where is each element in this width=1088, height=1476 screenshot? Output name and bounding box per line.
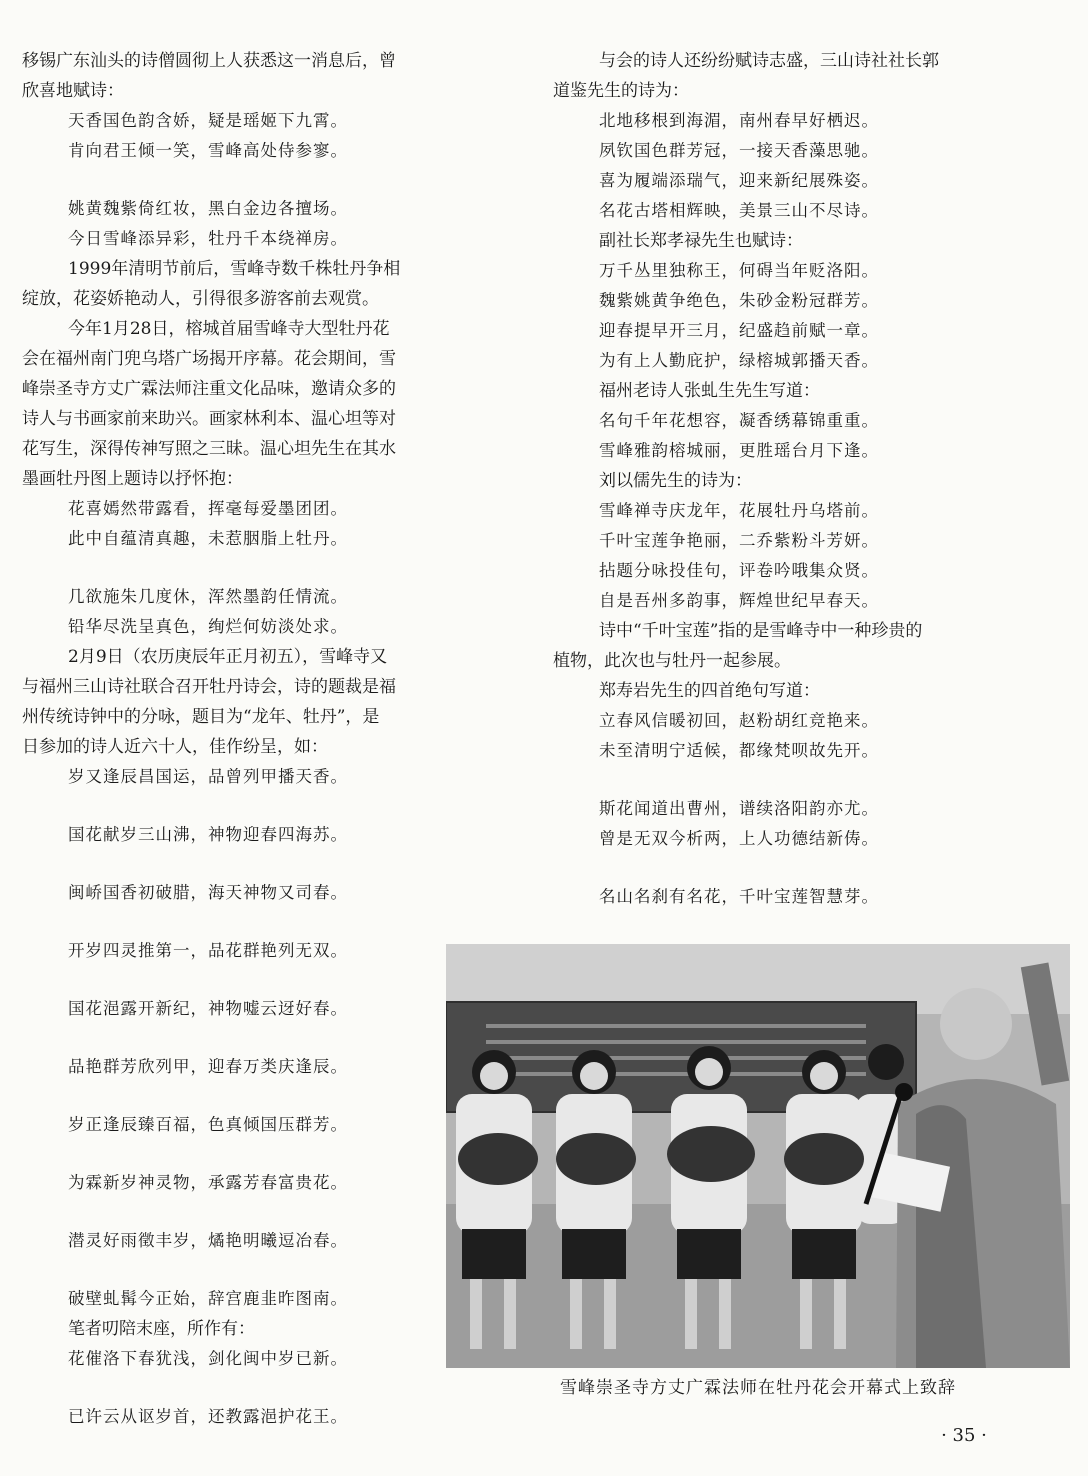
stanza-gap (22, 850, 522, 878)
poem-line: 立春风信暖初回，赵粉胡红竞艳来。 (599, 711, 879, 730)
poem-line: 名花古塔相辉映，美景三山不尽诗。 (599, 201, 879, 220)
paragraph-line: 墨画牡丹图上题诗以抒怀抱： (22, 469, 243, 489)
stanza-gap (22, 792, 522, 820)
stanza-gap (22, 166, 522, 194)
paragraph-line: 与福州三山诗社联合召开牡丹诗会，诗的题裁是福 (22, 677, 396, 697)
poem-line: 雪峰禅寺庆龙年，花展牡丹乌塔前。 (599, 501, 879, 520)
poem-line: 闽峤国香初破腊，海天神物又司春。 (68, 883, 348, 902)
page-number: · 35 · (941, 1425, 987, 1446)
stanza-gap (553, 766, 1053, 794)
poem-line: 岁正逢辰臻百福，色真倾国压群芳。 (68, 1115, 348, 1134)
poem-line: 未至清明宁适候，都缘梵呗故先开。 (599, 741, 879, 760)
poem-line: 北地移根到海湄，南州春早好栖迟。 (599, 111, 879, 130)
poem-line: 为有上人勤庇护，绿榕城郭播天香。 (599, 351, 879, 370)
stanza-gap (22, 554, 522, 582)
poem-line: 天香国色韵含娇，疑是瑶姬下九霄。 (68, 111, 348, 130)
intro-line: 副社长郑孝禄先生也赋诗： (599, 231, 803, 251)
poem-line: 名山名刹有名花，千叶宝莲智慧芽。 (599, 887, 879, 906)
poem-line: 品艳群芳欣列甲，迎春万类庆逢辰。 (68, 1057, 348, 1076)
paragraph-line: 1999年清明节前后，雪峰寺数千株牡丹争相 (68, 259, 401, 279)
poem-line: 国花浥露开新纪，神物嘘云迓好春。 (68, 999, 348, 1018)
paragraph-line: 道鉴先生的诗为： (553, 81, 689, 101)
poem-line: 今日雪峰添异彩，牡丹千本绕禅房。 (68, 229, 348, 248)
stanza-gap (22, 908, 522, 936)
right-column (553, 46, 1053, 912)
poem-line: 为霖新岁神灵物，承露芳春富贵花。 (68, 1173, 348, 1192)
poem-line: 国花献岁三山沸，神物迎春四海苏。 (68, 825, 348, 844)
paragraph-line: 花写生，深得传神写照之三昧。温心坦先生在其水 (22, 439, 396, 459)
poem-line: 此中自蕴清真趣，未惹胭脂上牡丹。 (68, 529, 348, 548)
ceremony-photo (446, 944, 1070, 1368)
paragraph-line: 绽放，花姿娇艳动人，引得很多游客前去观赏。 (22, 289, 379, 309)
intro-line: 福州老诗人张虬生先生写道： (599, 381, 820, 401)
poem-line: 雪峰雅韵榕城丽，更胜瑶台月下逢。 (599, 441, 879, 460)
paragraph-line: 会在福州南门兜乌塔广场揭开序幕。花会期间，雪 (22, 349, 396, 369)
poem-line: 名句千年花想容，凝香绣幕锦重重。 (599, 411, 879, 430)
poem-line: 破壁虬髯今正始，辞宫鹿韭昨图南。 (68, 1289, 348, 1308)
paragraph-line: 峰崇圣寺方丈广霖法师注重文化品味，邀请众多的 (22, 379, 396, 399)
poem-line: 铅华尽洗呈真色，绚烂何妨淡处求。 (68, 617, 348, 636)
poem-line: 自是吾州多韵事，辉煌世纪早春天。 (599, 591, 879, 610)
intro-line: 笔者叨陪末座，所作有： (68, 1319, 255, 1339)
photo-caption: 雪峰崇圣寺方丈广霖法师在牡丹花会开幕式上致辞 (560, 1378, 956, 1398)
poem-line: 曾是无双今析两，上人功德结新俦。 (599, 829, 879, 848)
poem-line: 花喜嫣然带露看，挥毫每爱墨团团。 (68, 499, 348, 518)
poem-line: 魏紫姚黄争绝色，朱砂金粉冠群芳。 (599, 291, 879, 310)
poem-line: 几欲施朱几度休，浑然墨韵任情流。 (68, 587, 348, 606)
poem-line: 千叶宝莲争艳丽，二乔紫粉斗芳妍。 (599, 531, 879, 550)
poem-line: 斯花闻道出曹州，谱续洛阳韵亦尤。 (599, 799, 879, 818)
ceremony-photo-illustration (446, 944, 1070, 1368)
paragraph-line: 今年1月28日，榕城首届雪峰寺大型牡丹花 (68, 319, 390, 339)
intro-line: 郑寿岩先生的四首绝句写道： (599, 681, 820, 701)
paragraph-line: 移锡广东汕头的诗僧圆彻上人获悉这一消息后，曾 (22, 51, 396, 71)
poem-line: 花催洛下春犹浅，剑化闽中岁已新。 (68, 1349, 348, 1368)
poem-line: 已许云从讴岁首，还教露浥护花王。 (68, 1407, 348, 1426)
poem-line: 万千丛里独称王，何碍当年贬洛阳。 (599, 261, 879, 280)
poem-line: 开岁四灵推第一，品花群艳列无双。 (68, 941, 348, 960)
poem-line: 拈题分咏投佳句，评卷吟哦集众贤。 (599, 561, 879, 580)
stanza-gap (553, 854, 1053, 882)
paragraph-line: 日参加的诗人近六十人，佳作纷呈，如： (22, 737, 328, 757)
paragraph-line: 州传统诗钟中的分咏，题目为“龙年、牡丹”，是 (22, 707, 380, 727)
paragraph-line: 植物，此次也与牡丹一起参展。 (553, 651, 791, 671)
poem-line: 夙钦国色群芳冠，一接天香藻思驰。 (599, 141, 879, 160)
paragraph-line: 2月9日（农历庚辰年正月初五），雪峰寺又 (68, 647, 388, 667)
poem-line: 姚黄魏紫倚红妆，黑白金边各擅场。 (68, 199, 348, 218)
paragraph-line: 欣喜地赋诗： (22, 81, 124, 101)
poem-line: 肯向君王倾一笑，雪峰高处侍参寥。 (68, 141, 348, 160)
intro-line: 刘以儒先生的诗为： (599, 471, 752, 491)
paragraph-line: 诗中“千叶宝莲”指的是雪峰寺中一种珍贵的 (599, 621, 923, 641)
poem-line: 喜为履端添瑞气，迎来新纪展殊姿。 (599, 171, 879, 190)
poem-line: 潜灵好雨徵丰岁，燏艳明曦逗冶春。 (68, 1231, 348, 1250)
poem-line: 岁又逢辰昌国运，品曾列甲播天香。 (68, 767, 348, 786)
poem-line: 迎春提早开三月，纪盛趋前赋一章。 (599, 321, 879, 340)
paragraph-line: 与会的诗人还纷纷赋诗志盛，三山诗社社长郭 (599, 51, 939, 71)
paragraph-line: 诗人与书画家前来助兴。画家林利本、温心坦等对 (22, 409, 396, 429)
